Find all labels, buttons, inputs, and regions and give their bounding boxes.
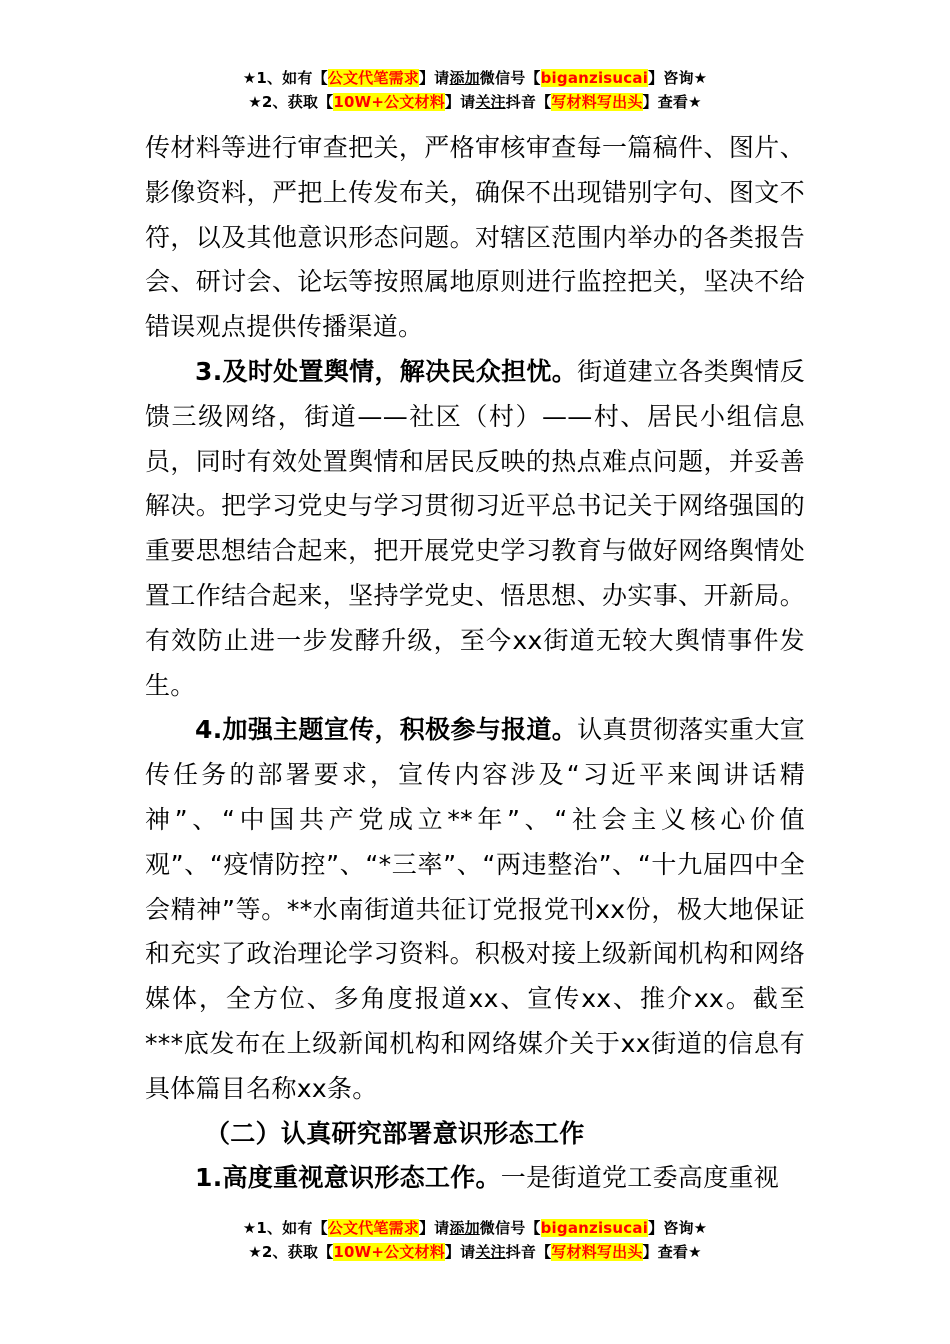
banner-line-1 — [0, 66, 950, 90]
banner-line-2 — [0, 1240, 950, 1264]
banner-highlight: 10W+公文材料 — [333, 93, 445, 111]
document-body — [145, 126, 805, 1201]
banner-text: 】查看★ — [642, 93, 702, 111]
banner-text: 】请 — [444, 93, 476, 111]
banner-text: ★2、获取【 — [248, 93, 334, 111]
paragraph-text: 一是街道党工委高度重视 — [500, 1163, 780, 1193]
banner-highlight: 公文代笔需求 — [327, 69, 419, 87]
banner-text: 微信号【 — [479, 1219, 541, 1237]
paragraph-text: 街道建立各类舆情反馈三级网络，街道——社区（村）——村、居民小组信息员，同时有效处置舆情和居民反映的热点难点问题，并妥善解决。把学习党史与学习贯彻习近平总书记关于网络强国的重要思想结合起来，把开展党史学习教育与做好网络舆情处置工作结合起来，坚持学党史、悟思想、办实事、开新局。有效防止进一步发酵升级，至今xx街道无较大舆情事件发生。 — [145, 356, 806, 700]
banner-line-1 — [0, 1216, 950, 1240]
banner-highlight: 公文代笔需求 — [327, 1219, 419, 1237]
paragraph-4 — [145, 1156, 805, 1201]
banner-text: ★2、获取【 — [248, 1243, 334, 1261]
banner-highlight: 写材料写出头 — [551, 93, 643, 111]
banner-text: 微信号【 — [479, 69, 541, 87]
footer-banner — [0, 1216, 950, 1264]
paragraph-2 — [145, 350, 805, 708]
paragraph-lead: 1.高度重视意识形态工作。 — [195, 1163, 501, 1193]
banner-highlight: biganzisucai — [540, 69, 649, 87]
section-heading: （二）认真研究部署意识形态工作 — [205, 1118, 585, 1148]
banner-text: ★1、如有【 — [242, 69, 328, 87]
paragraph-text: 认真贯彻落实重大宣传任务的部署要求，宣传内容涉及“习近平来闽讲话精神”、“中国共产党成立**年”、“社会主义核心价值观”、“疫情防控”、“*三率”、“两违整治”、“十九届四中全会精神”等。**水南街道共征订党报党刊xx份，极大地保证和充实了政治理论学习资料。积极对接上级新闻机构和网络媒体，全方位、多角度报道xx、宣传xx、推介xx。截至***底发布在上级新闻机构和网络媒介关于xx街道的信息有具体篇目名称xx条。 — [145, 715, 806, 1103]
banner-text: 】请 — [444, 1243, 476, 1261]
banner-text: 】请 — [418, 1219, 450, 1237]
banner-text: 】咨询★ — [648, 69, 708, 87]
banner-highlight: 10W+公文材料 — [333, 1243, 445, 1261]
banner-text: 抖音【 — [505, 1243, 552, 1261]
header-banner — [0, 66, 950, 114]
banner-text: 】咨询★ — [648, 1219, 708, 1237]
banner-underlined-text: 关注 — [475, 1243, 506, 1261]
banner-underlined-text: 添加 — [449, 69, 480, 87]
banner-text: ★1、如有【 — [242, 1219, 328, 1237]
banner-text: 抖音【 — [505, 93, 552, 111]
banner-line-2 — [0, 90, 950, 114]
paragraph-3 — [145, 708, 805, 1111]
paragraph-lead: 4.加强主题宣传，积极参与报道。 — [195, 715, 578, 745]
banner-underlined-text: 关注 — [475, 93, 506, 111]
banner-text: 】请 — [418, 69, 450, 87]
paragraph-1: 传材料等进行审查把关，严格审核审查每一篇稿件、图片、影像资料，严把上传发布关，确保不出现错别字句、图文不符，以及其他意识形态问题。对辖区范围内举办的各类报告会、研讨会、论坛等按照属地原则进行监控把关，坚决不给错误观点提供传播渠道。 — [145, 133, 805, 342]
banner-highlight: biganzisucai — [540, 1219, 649, 1237]
banner-underlined-text: 添加 — [449, 1219, 480, 1237]
banner-text: 】查看★ — [642, 1243, 702, 1261]
paragraph-lead: 3.及时处置舆情，解决民众担忧。 — [195, 356, 578, 386]
banner-highlight: 写材料写出头 — [551, 1243, 643, 1261]
